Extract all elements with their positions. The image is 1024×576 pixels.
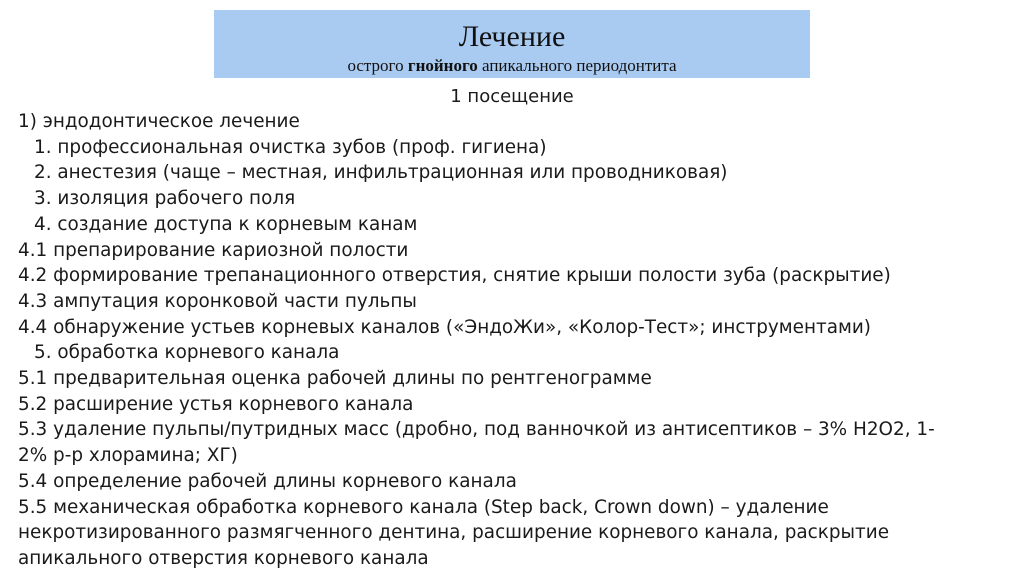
title-banner: [214, 10, 810, 78]
list-item: апикального отверстия корневого канала: [18, 547, 429, 569]
list-item: 3. изоляция рабочего поля: [34, 188, 296, 210]
list-item: 4.2 формирование трепанационного отверстия, снятие крыши полости зуба (раскрытие): [18, 265, 891, 287]
list-item: некротизированного размягченного дентина, расширение корневого канала, раскрытие: [18, 522, 890, 544]
subtitle-part-start: острого: [347, 56, 408, 75]
list-item: 5.4 определение рабочей длины корневого канала: [18, 470, 517, 492]
list-item: 5.2 расширение устья корневого канала: [18, 393, 414, 415]
slide-title: Лечение: [458, 20, 566, 53]
list-item: 4.1 препарирование кариозной полости: [18, 239, 409, 261]
subtitle-part-end: апикального периодонтита: [477, 56, 677, 75]
list-item: 2. анестезия (чаще – местная, инфильтрационная или проводниковая): [34, 162, 728, 184]
visit-label: 1 посещение: [450, 86, 574, 107]
list-item: 5. обработка корневого канала: [34, 342, 340, 364]
list-item: 1) эндодонтическое лечение: [18, 111, 300, 132]
treatment-steps-list: [18, 109, 1018, 572]
list-item: 4. создание доступа к корневым канам: [34, 213, 418, 235]
list-item: 4.4 обнаружение устьев корневых каналов («ЭндоЖи», «Колор-Тест»; инструментами): [18, 316, 871, 338]
list-item: 2% р-р хлорамина; ХГ): [18, 445, 238, 467]
list-item: 5.1 предварительная оценка рабочей длины по рентгенограмме: [18, 368, 652, 390]
list-item: 4.3 ампутация коронковой части пульпы: [18, 290, 417, 312]
list-item: 5.5 механическая обработка корневого канала (Step back, Crown down) – удаление: [18, 496, 829, 518]
list-item: 5.3 удаление пульпы/путридных масс (дробно, под ванночкой из антисептиков – 3% Н2О2, 1-: [18, 419, 935, 441]
list-item: 1. профессиональная очистка зубов (проф. гигиена): [34, 136, 547, 158]
subtitle-emphasis: гнойного: [407, 56, 478, 75]
slide-subtitle: [214, 56, 810, 76]
